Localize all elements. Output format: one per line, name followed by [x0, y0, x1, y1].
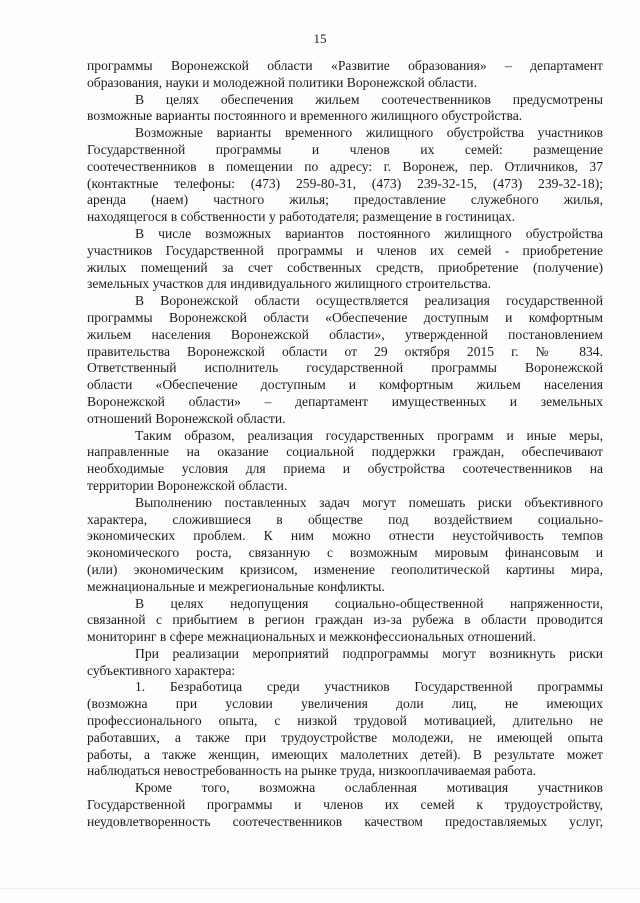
- text-line: Выполнению поставленных задач могут помешать риски объективного: [135, 494, 603, 510]
- text-line: (контактные телефоны: (473) 259-80-31, (473) 239-32-15, (473) 239-32-18);: [87, 175, 603, 191]
- text-line: характера, сложившиеся в обществе под воздействием социально-: [87, 511, 603, 527]
- text-line: экономического роста, связанную с возможным мировым финансовым и: [87, 545, 603, 561]
- text-line: наблюдаться невостребованность на рынке труда, низкооплачиваемая работа.: [87, 763, 537, 779]
- text-line: программы Воронежской области «Развитие образования» – департамент: [87, 58, 603, 73]
- text-line: земельных участков для индивидуального жилищного строительства.: [87, 276, 492, 292]
- text-line: В целях обеспечения жильем соотечественников предусмотрены: [135, 91, 603, 107]
- text-line: Таким образом, реализация государственных программ и иные меры,: [135, 427, 603, 443]
- text-line: аренда (наем) частного жилья; предоставление служебного жилья,: [87, 192, 603, 208]
- text-line: необходимые условия для приема и обустройства соотечественников на: [87, 461, 603, 477]
- text-line: В числе возможных вариантов постоянного жилищного обустройства: [135, 225, 603, 241]
- text-line: межнациональные и межрегиональные конфликты.: [87, 578, 385, 594]
- text-line: территории Воронежской области.: [87, 477, 288, 493]
- text-line: 1. Безработица среди участников Государственной программы: [135, 679, 603, 695]
- text-line: При реализации мероприятий подпрограммы могут возникнуть риски: [135, 645, 603, 661]
- text-line: В Воронежской области осуществляется реализация государственной: [135, 293, 603, 309]
- text-line: (или) экономическим кризисом, изменение геополитической картины мира,: [87, 561, 603, 577]
- text-line: направленные на оказание социальной поддержки граждан, обеспечивают: [87, 444, 603, 460]
- text-line: правительства Воронежской области от 29 октября 2015 г. № 834.: [87, 343, 603, 359]
- page-bottom-edge: [0, 888, 640, 889]
- text-line: Ответственный исполнитель государственной программы Воронежской: [87, 360, 603, 376]
- text-line: соотечественников в помещении по адресу: г. Воронеж, пер. Отличников, 37: [87, 158, 603, 174]
- text-line: образования, науки и молодежной политики Воронежской области.: [87, 74, 477, 90]
- text-line: участников Государственной программы и членов их семей - приобретение: [87, 242, 603, 258]
- text-line: Кроме того, возможна ослабленная мотивация участников: [135, 780, 603, 796]
- text-line: программы Воронежской области «Обеспечение доступным и комфортным: [87, 309, 603, 325]
- text-line: связанной с прибытием в регион граждан из-за рубежа в области проводится: [87, 612, 603, 628]
- text-line: (возможна при условии увеличения доли лиц, не имеющих: [87, 696, 603, 712]
- text-line: работы, а также женщин, имеющих малолетних детей). В результате может: [87, 746, 603, 762]
- text-line: экономических проблем. К ним можно отнести неустойчивость темпов: [87, 528, 603, 544]
- text-line: жилых помещений за счет собственных средств, приобретение (получение): [87, 259, 603, 275]
- text-line: Возможные варианты временного жилищного обустройства участников: [135, 125, 603, 141]
- text-line: Государственной программы и членов их семей: размещение: [87, 141, 603, 157]
- text-line: возможные варианты постоянного и временного жилищного обустройства.: [87, 108, 523, 124]
- text-line: Воронежской области» – департамент имущественных и земельных: [87, 393, 603, 409]
- document-body: [87, 58, 603, 831]
- text-line: Государственной программы и членов их семей к трудоустройству,: [87, 797, 603, 813]
- text-line: неудовлетворенность соотечественников качеством предоставляемых услуг,: [87, 813, 603, 829]
- page-number: 15: [313, 31, 327, 46]
- text-line: работавших, а также при трудоустройстве молодежи, не имеющей опыта: [87, 729, 603, 745]
- text-line: В целях недопущения социально-общественной напряженности,: [135, 595, 603, 611]
- text-line: мониторинг в сфере межнациональных и межконфессиональных отношений.: [87, 629, 536, 645]
- text-line: субъективного характера:: [87, 662, 236, 678]
- text-line: жильем населения Воронежской области», утвержденной постановлением: [87, 326, 603, 342]
- text-line: находящегося в собственности у работодателя; размещение в гостиницах.: [87, 209, 516, 225]
- text-line: профессионального опыта, с низкой трудовой мотивацией, длительно не: [87, 713, 603, 729]
- text-line: отношений Воронежской области.: [87, 410, 286, 426]
- text-line: области «Обеспечение доступным и комфортным жильем населения: [87, 377, 603, 393]
